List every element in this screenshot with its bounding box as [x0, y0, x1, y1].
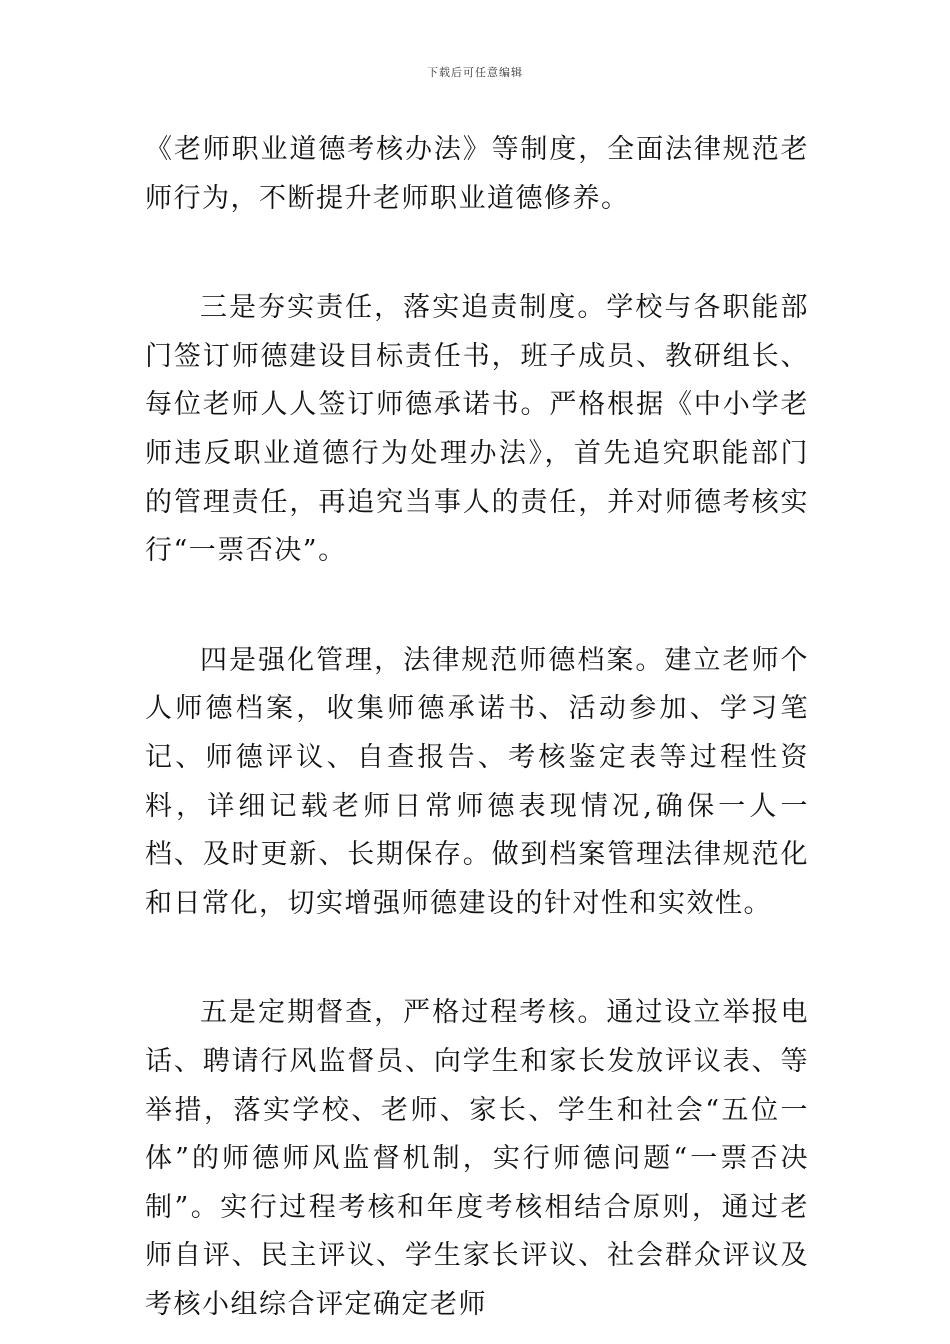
paragraph-responsibility: 三是夯实责任，落实追责制度。学校与各职能部门签订师德建设目标责任书，班子成员、教研组长、每位老师人人签订师德承诺书。严格根据《中小学老师违反职业道德行为处理办法》，首先追究职能部门的管理责任，再追究当事人的责任，并对师德考核实行“一票否决”。	[145, 292, 809, 567]
paragraph-spacer	[145, 928, 809, 989]
document-body	[145, 126, 809, 1329]
page-header-note: 下载后可任意编辑	[427, 66, 523, 79]
paragraph-continuation: 《老师职业道德考核办法》等制度，全面法律规范老师行为，不断提升老师职业道德修养。	[145, 134, 809, 214]
paragraph-supervision: 五是定期督查，严格过程考核。通过设立举报电话、聘请行风监督员、向学生和家长发放评议表、等举措，落实学校、老师、家长、学生和社会“五位一体”的师德师风监督机制，实行师德问题“一票否决制”。实行过程考核和年度考核相结合原则，通过老师自评、民主评议、学生家长评议、社会群众评议及考核小组综合评定确定老师	[145, 997, 809, 1320]
paragraph-spacer	[145, 576, 809, 637]
paragraph-spacer	[145, 223, 809, 284]
paragraph-management: 四是强化管理，法律规范师德档案。建立老师个人师德档案，收集师德承诺书、活动参加、学习笔记、师德评议、自查报告、考核鉴定表等过程性资料，详细记载老师日常师德表现情况,确保一人一档、及时更新、长期保存。做到档案管理法律规范化和日常化，切实增强师德建设的针对性和实效性。	[145, 644, 809, 919]
